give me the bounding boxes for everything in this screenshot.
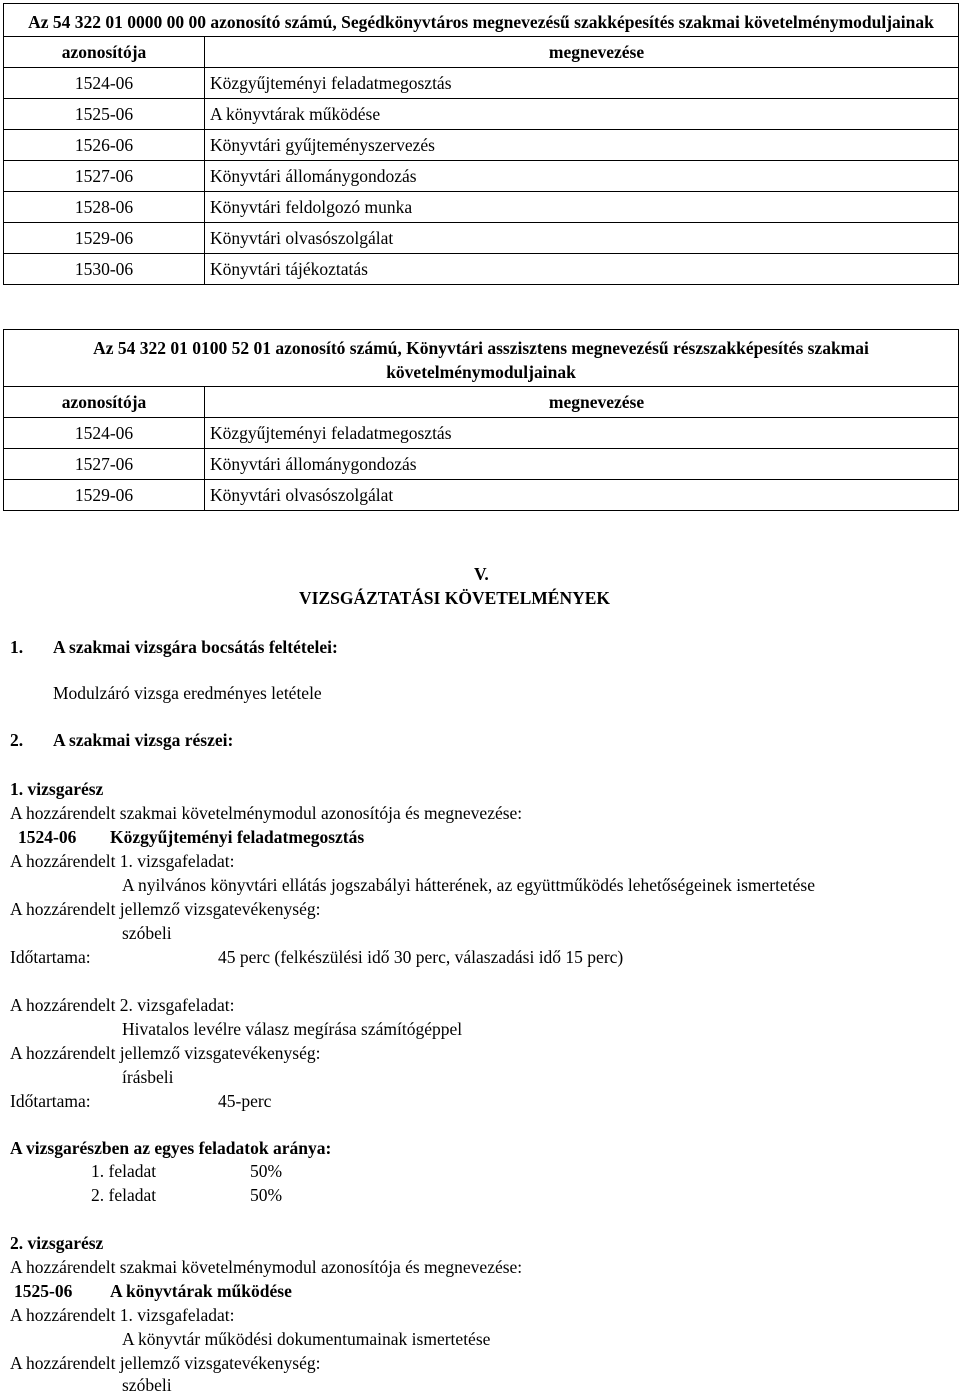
- table-row: 1527-06 Könyvtári állománygondozás: [4, 449, 959, 480]
- part-1-task-1-activity: szóbeli: [122, 923, 172, 943]
- table-row: 1527-06 Könyvtári állománygondozás: [4, 161, 959, 192]
- table-row: 1530-06 Könyvtári tájékoztatás: [4, 254, 959, 285]
- ratio-percent: 50%: [250, 1185, 283, 1205]
- part-2-task-1-text: A könyvtár működési dokumentumainak ismertetése: [122, 1329, 491, 1349]
- part-1-duration-label-2: Időtartama:: [10, 1091, 91, 1111]
- table-row: 1526-06 Könyvtári gyűjteményszervezés: [4, 130, 959, 161]
- part-1-activity-label-1: A hozzárendelt jellemző vizsgatevékenység:: [10, 899, 321, 919]
- module-table-2: [3, 329, 959, 511]
- part-1-task-1-label: A hozzárendelt 1. vizsgafeladat:: [10, 851, 235, 871]
- part-1-ratio-title: A vizsgarészben az egyes feladatok aránya:: [10, 1138, 332, 1158]
- column-header-name: megnevezése: [205, 387, 959, 418]
- paragraph-1-number: 1.: [10, 637, 24, 657]
- table-row: 1529-06 Könyvtári olvasószolgálat: [4, 480, 959, 511]
- ratio-task: 1. feladat: [91, 1161, 157, 1181]
- part-1-task-2-label: A hozzárendelt 2. vizsgafeladat:: [10, 995, 235, 1015]
- paragraph-1-title: A szakmai vizsgára bocsátás feltételei:: [53, 637, 338, 657]
- table-title: Az 54 322 01 0000 00 00 azonosító számú, Segédkönyvtáros megnevezésű szakképesítés szakmai követelménymoduljainak: [4, 4, 959, 37]
- part-1-task-2-duration: 45-perc: [218, 1091, 272, 1111]
- column-header-id: azonosítója: [4, 387, 205, 418]
- part-2-module-name: A könyvtárak működése: [110, 1281, 292, 1301]
- part-1-task-2-activity: írásbeli: [122, 1067, 174, 1087]
- ratio-task: 2. feladat: [91, 1185, 157, 1205]
- table-row: 1528-06 Könyvtári feldolgozó munka: [4, 192, 959, 223]
- paragraph-2-title: A szakmai vizsga részei:: [53, 730, 234, 750]
- part-1-task-2-text: Hivatalos levélre válasz megírása számítógéppel: [122, 1019, 463, 1039]
- part-1-module-code: 1524-06: [18, 827, 77, 847]
- paragraph-2-number: 2.: [10, 730, 24, 750]
- part-2-task-1-label: A hozzárendelt 1. vizsgafeladat:: [10, 1305, 235, 1325]
- part-1-heading: 1. vizsgarész: [10, 779, 104, 799]
- part-1-module-label: A hozzárendelt szakmai követelménymodul azonosítója és megnevezése:: [10, 803, 523, 823]
- part-2-module-code: 1525-06: [14, 1281, 73, 1301]
- table-row: 1524-06 Közgyűjteményi feladatmegosztás: [4, 418, 959, 449]
- table-row: 1525-06 A könyvtárak működése: [4, 99, 959, 130]
- part-2-heading: 2. vizsgarész: [10, 1233, 104, 1253]
- table-row: 1524-06 Közgyűjteményi feladatmegosztás: [4, 68, 959, 99]
- section-number: V.: [474, 564, 489, 584]
- column-header-id: azonosítója: [4, 37, 205, 68]
- part-2-module-label: A hozzárendelt szakmai követelménymodul azonosítója és megnevezése:: [10, 1257, 523, 1277]
- section-title: VIZSGÁZTATÁSI KÖVETELMÉNYEK: [299, 588, 611, 608]
- ratio-percent: 50%: [250, 1161, 283, 1181]
- part-2-activity-label: A hozzárendelt jellemző vizsgatevékenység:: [10, 1353, 321, 1373]
- part-1-task-1-text: A nyilvános könyvtári ellátás jogszabályi hátterének, az együttműködés lehetőségeinek ismertetése: [122, 875, 815, 895]
- part-1-activity-label-2: A hozzárendelt jellemző vizsgatevékenység:: [10, 1043, 321, 1063]
- table-row: 1529-06 Könyvtári olvasószolgálat: [4, 223, 959, 254]
- part-2-task-1-activity: szóbeli: [122, 1375, 172, 1395]
- table-title: Az 54 322 01 0100 52 01 azonosító számú, Könyvtári asszisztens megnevezésű részszakképesítés szakmai követelménymoduljainak: [4, 330, 959, 387]
- paragraph-1-body: Modulzáró vizsga eredményes letétele: [53, 683, 322, 703]
- part-1-duration-label-1: Időtartama:: [10, 947, 91, 967]
- part-1-module-name: Közgyűjteményi feladatmegosztás: [110, 827, 365, 847]
- module-table-1: [3, 3, 959, 285]
- part-1-task-1-duration: 45 perc (felkészülési idő 30 perc, válaszadási idő 15 perc): [218, 947, 624, 967]
- column-header-name: megnevezése: [205, 37, 959, 68]
